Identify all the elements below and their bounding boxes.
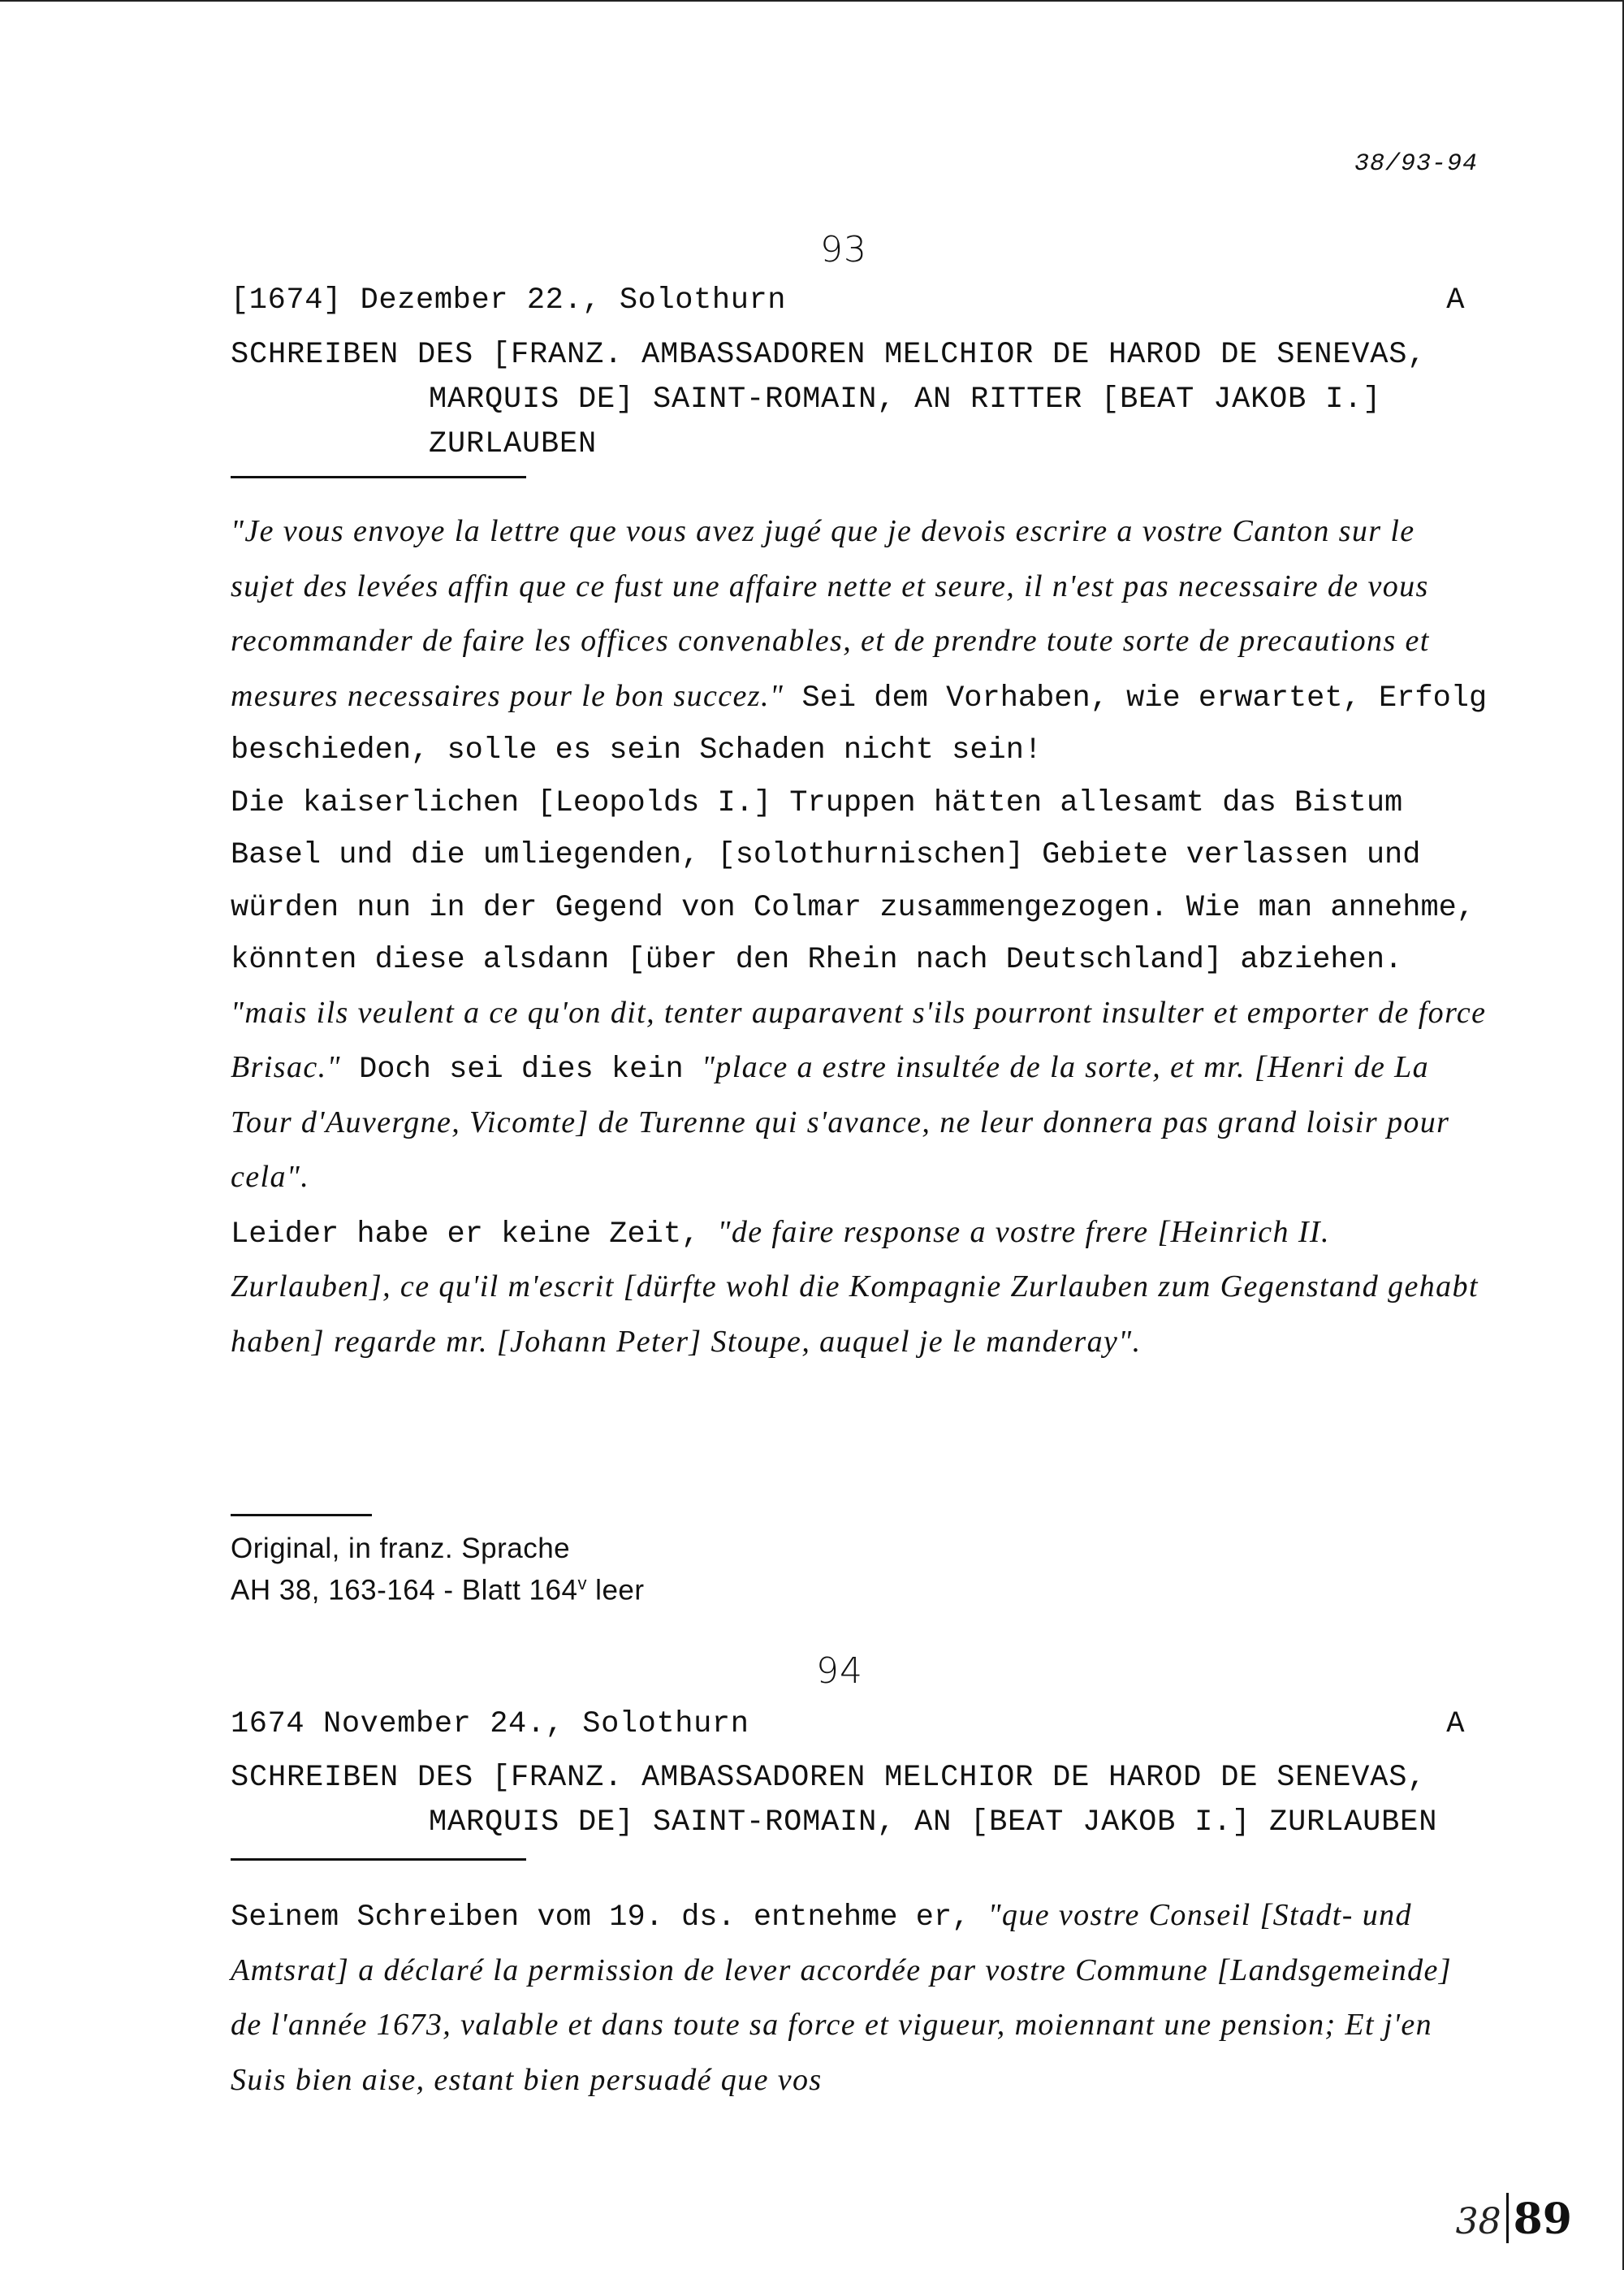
heading-line: SCHREIBEN DES [FRANZ. AMBASSADOREN MELCHIOR DE HAROD DE SENEVAS,	[231, 338, 1427, 372]
heading-line: ZURLAUBEN	[429, 427, 598, 461]
document-dateline	[231, 1707, 1488, 1741]
quoted-french-text: "place a estre insultée de la sorte, et mr. [Henri de La Tour d'Auvergne, Vicomte] de Turenne qui s'avance, ne leur donnera pas grand loisir pour cela".	[231, 1050, 1450, 1194]
body-paragraph	[231, 505, 1488, 777]
heading-line: MARQUIS DE] SAINT-ROMAIN, AN RITTER [BEAT JAKOB I.]	[429, 383, 1382, 417]
quoted-french-text: "mais ils veulent a ce qu'on dit, tenter auparavent s'ils pourront insulter et emporter de force Brisac."	[231, 995, 1487, 1084]
summary-text: Leider habe er keine Zeit,	[231, 1217, 718, 1252]
source-note: Original, in franz. Sprache	[231, 1533, 571, 1564]
archive-reference: 38/93-94	[1354, 150, 1478, 178]
divider	[231, 1514, 372, 1516]
summary-text: Die kaiserlichen [Leopolds I.] Truppen hätten allesamt das Bistum Basel und die umliegenden, [solothurnischen] Gebiete verlassen und würden nun in der Gegend von Colmar zusammengezogen. Wie man annehme, könnten diese alsdann [über den Rhein nach Deutschland] abziehen.	[231, 785, 1475, 977]
document-number: 93	[820, 229, 867, 270]
quoted-french-text: "de faire response a vostre frere [Heinrich II. Zurlauben], ce qu'il m'escrit [dürfte wohl die Kompagnie Zurlauben zum Gegenstand gehabt haben] regarde mr. [Johann Peter] Stoupe, auquel je le manderay".	[231, 1214, 1479, 1359]
document-dateline	[231, 283, 1488, 318]
body-paragraph	[231, 777, 1488, 1206]
document-heading	[231, 1756, 1488, 1845]
heading-line: SCHREIBEN DES [FRANZ. AMBASSADOREN MELCHIOR DE HAROD DE SENEVAS,	[231, 1761, 1427, 1795]
quoted-french-text: "que vostre Conseil [Stadt- und Amtsrat] a déclaré la permission de lever accordée par vostre Commune [Landsgemeinde] de l'année 1673, valable et dans toute sa force et vigueur, moiennant une pension; Et j'en Suis bien aise, estant bien persuadé que vos	[231, 1898, 1453, 2097]
divider	[231, 1858, 526, 1861]
document-body	[231, 505, 1488, 1370]
body-paragraph	[231, 1889, 1488, 2108]
summary-text: Sei dem Vorhaben, wie erwartet, Erfolg beschieden, solle es sein Schaden nicht sein!	[231, 681, 1488, 767]
summary-text: Seinem Schreiben vom 19. ds. entnehme er,	[231, 1900, 988, 1935]
summary-text: Doch sei dies kein	[340, 1053, 702, 1087]
document-date: [1674] Dezember 22., Solothurn	[231, 283, 787, 318]
document-body	[231, 1889, 1488, 2108]
heading-line: MARQUIS DE] SAINT-ROMAIN, AN [BEAT JAKOB I.] ZURLAUBEN	[429, 1805, 1438, 1840]
document-heading	[231, 333, 1488, 467]
document-date: 1674 November 24., Solothurn	[231, 1707, 749, 1741]
divider	[231, 476, 526, 478]
folio-divider	[1506, 2193, 1509, 2243]
folio-number	[1456, 2193, 1572, 2244]
verso-mark: v	[577, 1573, 587, 1593]
folio-page: 89	[1513, 2194, 1572, 2244]
original-mark: A	[1446, 1707, 1465, 1741]
source-notes	[231, 1531, 645, 1608]
source-note-text: AH 38, 163-164 - Blatt 164	[231, 1574, 578, 1606]
folio-volume: 38	[1455, 2201, 1501, 2242]
quoted-french-text: "Je vous envoye la lettre que vous avez jugé que je devois escrire a vostre Canton sur le sujet des levées affin que ce fust une affaire nette et seure, il n'est pas necessaire de vous recommander de faire les offices convenables, et de prendre toute sorte de precautions et mesures necessaires pour le bon succez."	[231, 514, 1430, 713]
document-number: 94	[816, 1650, 863, 1692]
source-note-text: leer	[586, 1574, 645, 1606]
body-paragraph	[231, 1206, 1488, 1371]
original-mark: A	[1446, 283, 1465, 318]
source-note	[231, 1566, 645, 1608]
